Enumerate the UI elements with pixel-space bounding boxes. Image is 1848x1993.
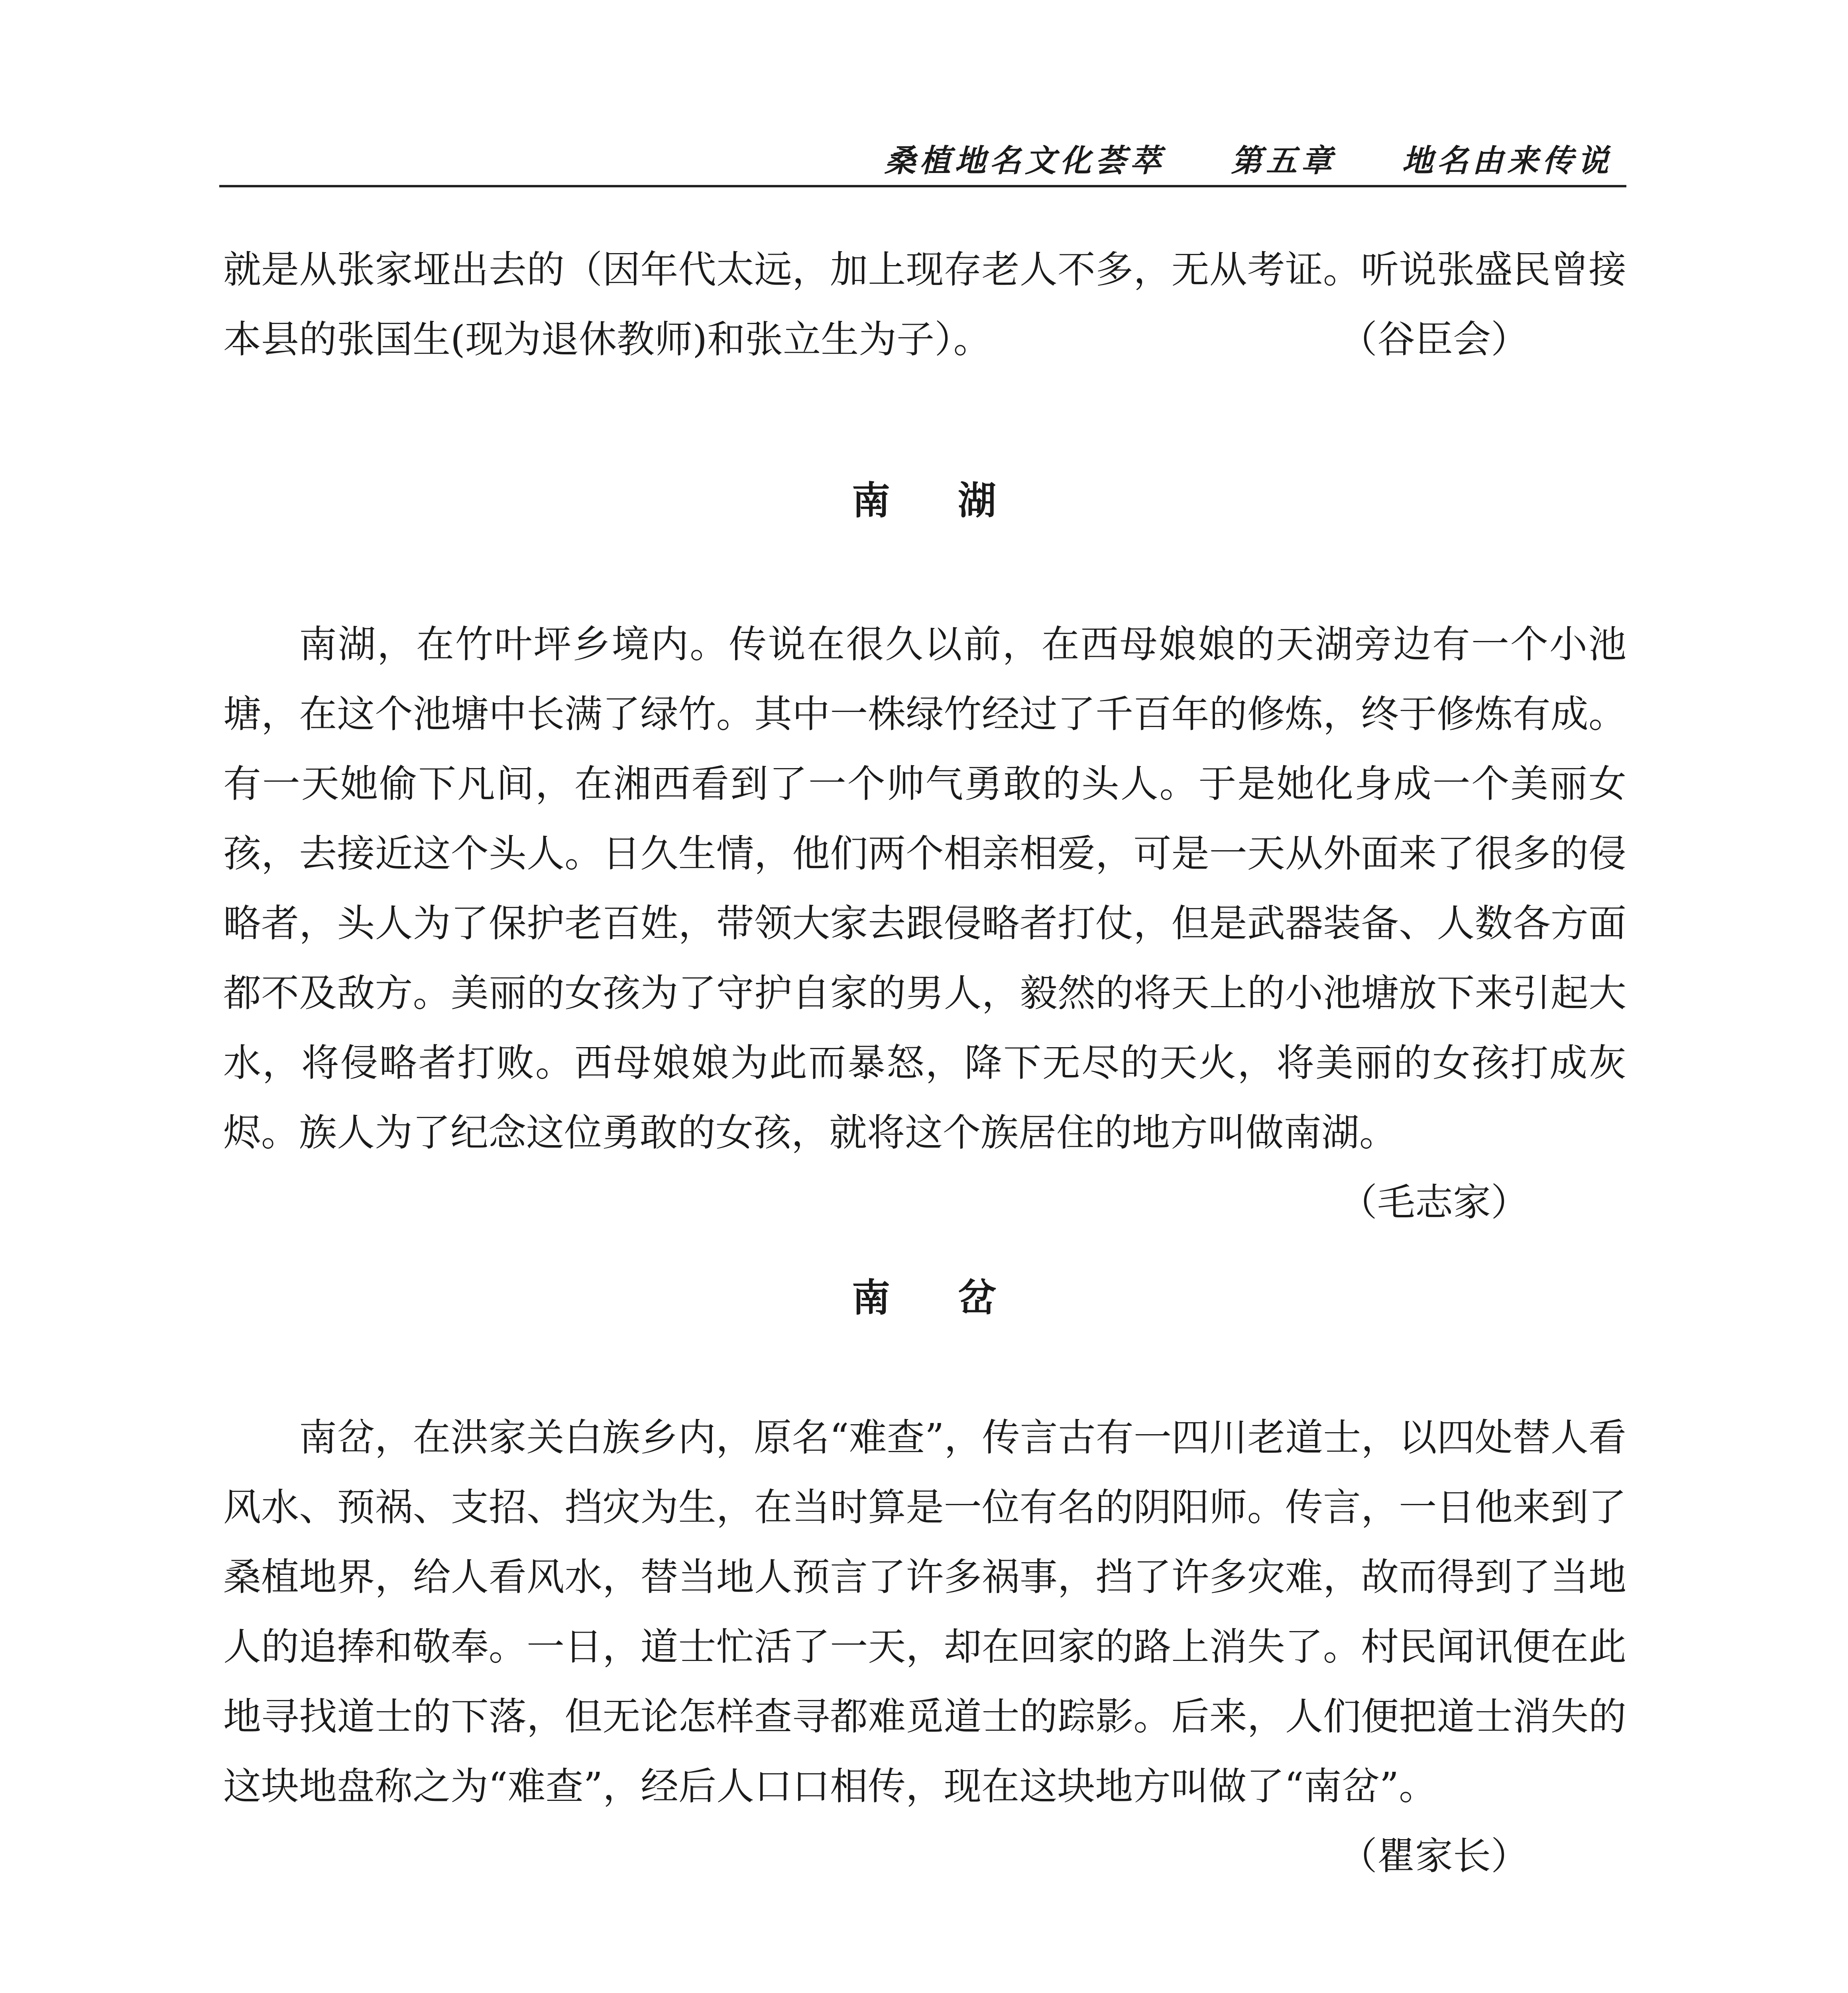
section-title-nanhu-char1: 南 — [852, 478, 890, 523]
section-body-nancha — [223, 1403, 1626, 1891]
section-title-nancha-char1: 南 — [852, 1276, 890, 1320]
intro-author: （谷臣会） — [1339, 318, 1529, 362]
author-nanhu: （毛志家） — [1339, 1181, 1529, 1224]
section-title-nancha-char2: 岔 — [958, 1276, 996, 1320]
paragraph-nanhu-text: 南湖，在竹叶坪乡境内。传说在很久以前，在西母娘娘的天湖旁边有一个小池塘，在这个池塘中长满了绿竹。其中一株绿竹经过了千百年的修炼，终于修炼有成。有一天她偷下凡间，在湘西看到了一个帅气勇敢的头人。于是她化身成一个美丽女孩，去接近这个头人。日久生情，他们两个相亲相爱，可是一天从外面来了很多的侵略者，头人为了保护老百姓，带领大家去跟侵略者打仗，但是武器装备、人数各方面都不及敌方。美丽的女孩为了守护自家的男人，毅然的将天上的小池塘放下来引起大水，将侵略者打败。西母娘娘为此而暴怒，降下无尽的天火，将美丽的女孩打成灰烬。族人为了纪念这位勇敢的女孩，就将这个族居住的地方叫做南湖。 — [223, 623, 1626, 1155]
section-body-nanhu — [223, 610, 1626, 1238]
paragraph-nanhu — [223, 610, 1626, 1224]
intro-text: 就是从张家垭出去的（因年代太远，加上现存老人不多，无从考证。听说张盛民曾接本县的张国生(现为退休教师)和张立生为子）。 — [223, 248, 1626, 362]
intro-block — [223, 235, 1626, 375]
header-chapter: 第五章 — [1231, 143, 1336, 179]
intro-paragraph — [223, 235, 1626, 375]
header-book-title: 桑植地名文化荟萃 — [884, 143, 1165, 179]
section-title-shenzhou — [0, 1989, 1848, 1993]
author-nancha: （瞿家长） — [1339, 1834, 1529, 1878]
paragraph-nancha: 南岔，在洪家关白族乡内，原名“难查”，传言古有一四川老道士，以四处替人看风水、预祸、支招、挡灾为生，在当时算是一位有名的阴阳师。传言，一日他来到了桑植地界，给人看风水，替当地人预言了许多祸事，挡了许多灾难，故而得到了当地人的追捧和敬奉。一日，道士忙活了一天，却在回家的路上消失了。村民闻讯便在此地寻找道士的下落，但无论怎样查寻都难觅道士的踪影。后来，人们便把道士消失的这块地盘称之为“难查”，经后人口口相传，现在这块地方叫做了“南岔”。 — [223, 1416, 1626, 1808]
running-header — [219, 132, 1626, 187]
section-title-nanhu — [0, 470, 1848, 525]
section-title-nancha — [0, 1268, 1848, 1322]
section-title-nanhu-char2: 湖 — [958, 478, 996, 523]
header-chapter-title: 地名由来传说 — [1402, 143, 1612, 179]
